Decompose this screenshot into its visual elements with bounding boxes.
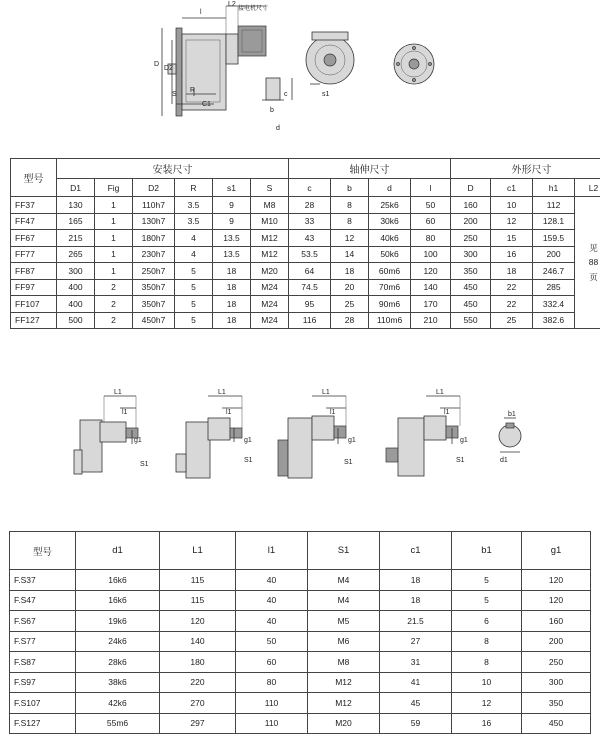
table-cell: 16 [491,246,533,263]
table-cell: 230h7 [133,246,175,263]
table-cell: M24 [251,279,289,296]
table-cell: 30k6 [369,213,411,230]
label-motor-dimension: 接电机尺寸 [238,4,268,12]
table-cell: 246.7 [533,263,575,280]
table-cell: 180h7 [133,230,175,247]
table-row [11,312,600,329]
table-cell: 80 [236,672,308,693]
table-cell: 18 [380,590,452,611]
table-cell: 25 [491,312,533,329]
table-cell: 10 [491,197,533,214]
table-cell: 15 [491,230,533,247]
table-cell: F.S77 [10,631,76,652]
label-b1: b1 [508,411,516,418]
table-cell: 5 [452,590,522,611]
table-cell: 332.4 [533,296,575,313]
table-cell: 40 [236,611,308,632]
header-outline-group: 外形尺寸 [451,159,600,179]
label-S1-c: S1 [344,459,353,466]
table-row [10,672,591,693]
table-cell: 50k6 [369,246,411,263]
table-row [10,590,591,611]
table-cell: 16k6 [76,570,160,591]
table-cell: 120 [522,570,591,591]
table-cell: 27 [380,631,452,652]
table-cell: 200 [533,246,575,263]
table-cell: F.S127 [10,713,76,734]
table-cell: 450h7 [133,312,175,329]
col2-b1: b1 [452,532,522,570]
label-d1: d1 [500,457,508,464]
table-cell: 19k6 [76,611,160,632]
table-cell: M8 [308,652,380,673]
table-cell: 8 [331,213,369,230]
label-d: d [276,125,280,132]
col-L2: L2 [575,179,600,197]
reducer-view-1 [74,396,138,474]
table-cell: 50 [236,631,308,652]
table-cell: 200 [522,631,591,652]
label-S1-b: S1 [244,457,253,464]
table-cell: 8 [452,652,522,673]
table-cell: 10 [452,672,522,693]
table-cell: 550 [451,312,491,329]
table-cell: 210 [411,312,451,329]
table-row [10,713,591,734]
label-S: S [172,91,177,98]
table-cell: 4 [175,246,213,263]
table-cell: 4 [175,230,213,247]
table-cell: 43 [289,230,331,247]
label-l1-c: l1 [330,409,336,416]
table-cell: 12 [331,230,369,247]
table-cell: M24 [251,312,289,329]
table-cell: 50 [411,197,451,214]
col2-S1: S1 [308,532,380,570]
table-row [10,611,591,632]
table-cell: 100 [411,246,451,263]
table-cell: 18 [380,570,452,591]
table-cell: 24k6 [76,631,160,652]
table-cell: FF37 [11,197,57,214]
table-cell: 140 [160,631,236,652]
table-row [11,263,600,280]
col-D1: D1 [57,179,95,197]
table-cell: 70m6 [369,279,411,296]
fs-dimension-table [9,531,591,734]
table-cell: M12 [308,693,380,714]
table-row [11,213,600,230]
table-cell: 12 [491,213,533,230]
table-cell: 250h7 [133,263,175,280]
label-D: D [154,61,159,68]
table-cell: 40 [236,570,308,591]
table-cell: 250 [522,652,591,673]
table-cell: 6 [452,611,522,632]
flange-front-view [394,44,434,84]
table-cell: 215 [57,230,95,247]
table-cell: 31 [380,652,452,673]
table-row [11,296,600,313]
table-cell: 128.1 [533,213,575,230]
table-cell: 55m6 [76,713,160,734]
table-cell: 33 [289,213,331,230]
table-cell: 110m6 [369,312,411,329]
col-S: S [251,179,289,197]
label-L1-c: L1 [322,389,330,396]
table-cell: 28 [289,197,331,214]
table-cell: M24 [251,296,289,313]
table-row [11,246,600,263]
table-cell: F.S107 [10,693,76,714]
col-s1: s1 [213,179,251,197]
label-S1-a: S1 [140,461,149,468]
table-cell: 450 [522,713,591,734]
table-cell: 5 [175,296,213,313]
label-L1-a: L1 [114,389,122,396]
table-cell: 14 [331,246,369,263]
table-cell: 120 [522,590,591,611]
col-h1: h1 [533,179,575,197]
label-g1-c: g1 [348,437,356,444]
table-cell: 45 [380,693,452,714]
label-g1-a: g1 [134,437,142,444]
table-cell: 110 [236,713,308,734]
table-cell: 18 [213,263,251,280]
table-cell: 382.6 [533,312,575,329]
col2-model: 型号 [10,532,76,570]
l2-note-line: 页 [575,270,600,284]
table-row [11,197,600,214]
label-L2: L2 [228,1,236,8]
table-cell: M12 [251,230,289,247]
table-cell: 12 [452,693,522,714]
table-cell: 116 [289,312,331,329]
table-cell: 5 [175,312,213,329]
table-row [10,693,591,714]
label-l1-a: l1 [122,409,128,416]
reducer-view-4 [386,396,460,476]
table-cell: M4 [308,590,380,611]
table-cell: 1 [95,246,133,263]
table-cell: 5 [175,279,213,296]
label-c: c [284,91,288,98]
label-D2: D2 [164,65,173,72]
table-cell: 40k6 [369,230,411,247]
table-cell: 59 [380,713,452,734]
col-d: d [369,179,411,197]
table-cell: 18 [213,279,251,296]
table-cell: 110h7 [133,197,175,214]
table-cell: 28k6 [76,652,160,673]
table-cell: F.S97 [10,672,76,693]
table-cell: 115 [160,570,236,591]
table-cell: 500 [57,312,95,329]
table-cell: 18 [331,263,369,280]
gearmotor-side-view [162,6,266,116]
table-cell: 95 [289,296,331,313]
table-cell: 5 [452,570,522,591]
table-cell: 400 [57,279,95,296]
table-cell: 450 [451,279,491,296]
table-cell: F.S47 [10,590,76,611]
label-b: b [270,107,274,114]
label-s1: s1 [322,91,330,98]
table-cell: 9 [213,197,251,214]
l2-note-line: 88 [575,255,600,269]
label-g1-d: g1 [460,437,468,444]
table-cell: 60 [411,213,451,230]
table-cell: 285 [533,279,575,296]
col-D2: D2 [133,179,175,197]
reducer-view-2 [176,396,242,478]
reducer-view-3 [278,396,346,478]
col-c: c [289,179,331,197]
table-cell: M4 [308,570,380,591]
l2-reference-note [575,197,600,329]
table-cell: 300 [57,263,95,280]
table-cell: 13.5 [213,230,251,247]
table-cell: 250 [451,230,491,247]
table-cell: 130 [57,197,95,214]
label-l1-b: l1 [226,409,232,416]
table-cell: 8 [452,631,522,652]
col-D: D [451,179,491,197]
table-cell: 20 [331,279,369,296]
col2-d1: d1 [76,532,160,570]
table-row [11,279,600,296]
table-cell: 13.5 [213,246,251,263]
table-cell: 270 [160,693,236,714]
table-cell: FF87 [11,263,57,280]
table-cell: 170 [411,296,451,313]
table-cell: 42k6 [76,693,160,714]
label-L1-b: L1 [218,389,226,396]
table-cell: 300 [522,672,591,693]
shaft-section-view [499,418,521,452]
col-c1: c1 [491,179,533,197]
table-cell: 22 [491,296,533,313]
table-cell: 18 [213,296,251,313]
table-cell: FF77 [11,246,57,263]
table-cell: 160 [451,197,491,214]
table-cell: 400 [57,296,95,313]
table-cell: 3.5 [175,197,213,214]
table-cell: 350h7 [133,296,175,313]
table-cell: 110 [236,693,308,714]
table-cell: M20 [251,263,289,280]
table-cell: 265 [57,246,95,263]
table-cell: F.S87 [10,652,76,673]
gearmotor-end-view [262,32,354,100]
header-install-group: 安装尺寸 [57,159,289,179]
table-cell: 60m6 [369,263,411,280]
table-cell: 3.5 [175,213,213,230]
col2-c1: c1 [380,532,452,570]
table-cell: F.S37 [10,570,76,591]
table-cell: 350 [522,693,591,714]
table-cell: 25 [331,296,369,313]
table-cell: FF47 [11,213,57,230]
table-cell: FF107 [11,296,57,313]
table-row [10,652,591,673]
label-C1: C1 [202,101,211,108]
table-cell: 5 [175,263,213,280]
table-cell: 16k6 [76,590,160,611]
table-cell: M10 [251,213,289,230]
table-cell: 300 [451,246,491,263]
col2-g1: g1 [522,532,591,570]
label-R: R [190,87,195,94]
table-cell: 64 [289,263,331,280]
table-cell: 18 [213,312,251,329]
table-cell: 2 [95,279,133,296]
table-cell: F.S67 [10,611,76,632]
table-cell: M12 [251,246,289,263]
table-cell: M6 [308,631,380,652]
table-row [10,631,591,652]
label-S1-d: S1 [456,457,465,464]
l2-note-line: 见 [575,241,600,255]
table-cell: 112 [533,197,575,214]
table-cell: 2 [95,296,133,313]
table-cell: 25k6 [369,197,411,214]
table-cell: 350h7 [133,279,175,296]
col-Fig: Fig [95,179,133,197]
table-row [11,230,600,247]
table-cell: 160 [522,611,591,632]
table-cell: 60 [236,652,308,673]
table-cell: 53.5 [289,246,331,263]
label-L1-d: L1 [436,389,444,396]
table-cell: 180 [160,652,236,673]
table-cell: FF97 [11,279,57,296]
table-cell: 21.5 [380,611,452,632]
table-cell: 450 [451,296,491,313]
col-R: R [175,179,213,197]
label-l: l [200,9,202,16]
header-shaft-group: 轴伸尺寸 [289,159,451,179]
table-cell: 115 [160,590,236,611]
table-cell: 41 [380,672,452,693]
col-b: b [331,179,369,197]
table-row [10,570,591,591]
table-cell: M20 [308,713,380,734]
table-cell: 200 [451,213,491,230]
table-cell: 220 [160,672,236,693]
table-cell: FF127 [11,312,57,329]
table-cell: 350 [451,263,491,280]
label-l1-d: l1 [444,409,450,416]
table-cell: 1 [95,213,133,230]
table-cell: 8 [331,197,369,214]
ff-dimension-table [10,158,600,329]
col2-L1: L1 [160,532,236,570]
table-cell: 1 [95,197,133,214]
table-cell: 80 [411,230,451,247]
table-cell: M8 [251,197,289,214]
table-cell: 297 [160,713,236,734]
table-cell: 120 [160,611,236,632]
table-cell: 9 [213,213,251,230]
table-cell: 90m6 [369,296,411,313]
table-cell: 40 [236,590,308,611]
table-cell: M12 [308,672,380,693]
table-cell: 74.5 [289,279,331,296]
header-model: 型号 [11,159,57,197]
table-cell: 18 [491,263,533,280]
table-cell: 159.5 [533,230,575,247]
table-cell: M5 [308,611,380,632]
table-cell: 120 [411,263,451,280]
table-cell: 28 [331,312,369,329]
table-cell: 16 [452,713,522,734]
table-cell: 1 [95,230,133,247]
table-cell: 1 [95,263,133,280]
table-cell: FF67 [11,230,57,247]
table-cell: 38k6 [76,672,160,693]
table-cell: 22 [491,279,533,296]
table-cell: 165 [57,213,95,230]
col2-l1: l1 [236,532,308,570]
table-cell: 130h7 [133,213,175,230]
col-l: l [411,179,451,197]
table-cell: 2 [95,312,133,329]
label-g1-b: g1 [244,437,252,444]
table-cell: 140 [411,279,451,296]
